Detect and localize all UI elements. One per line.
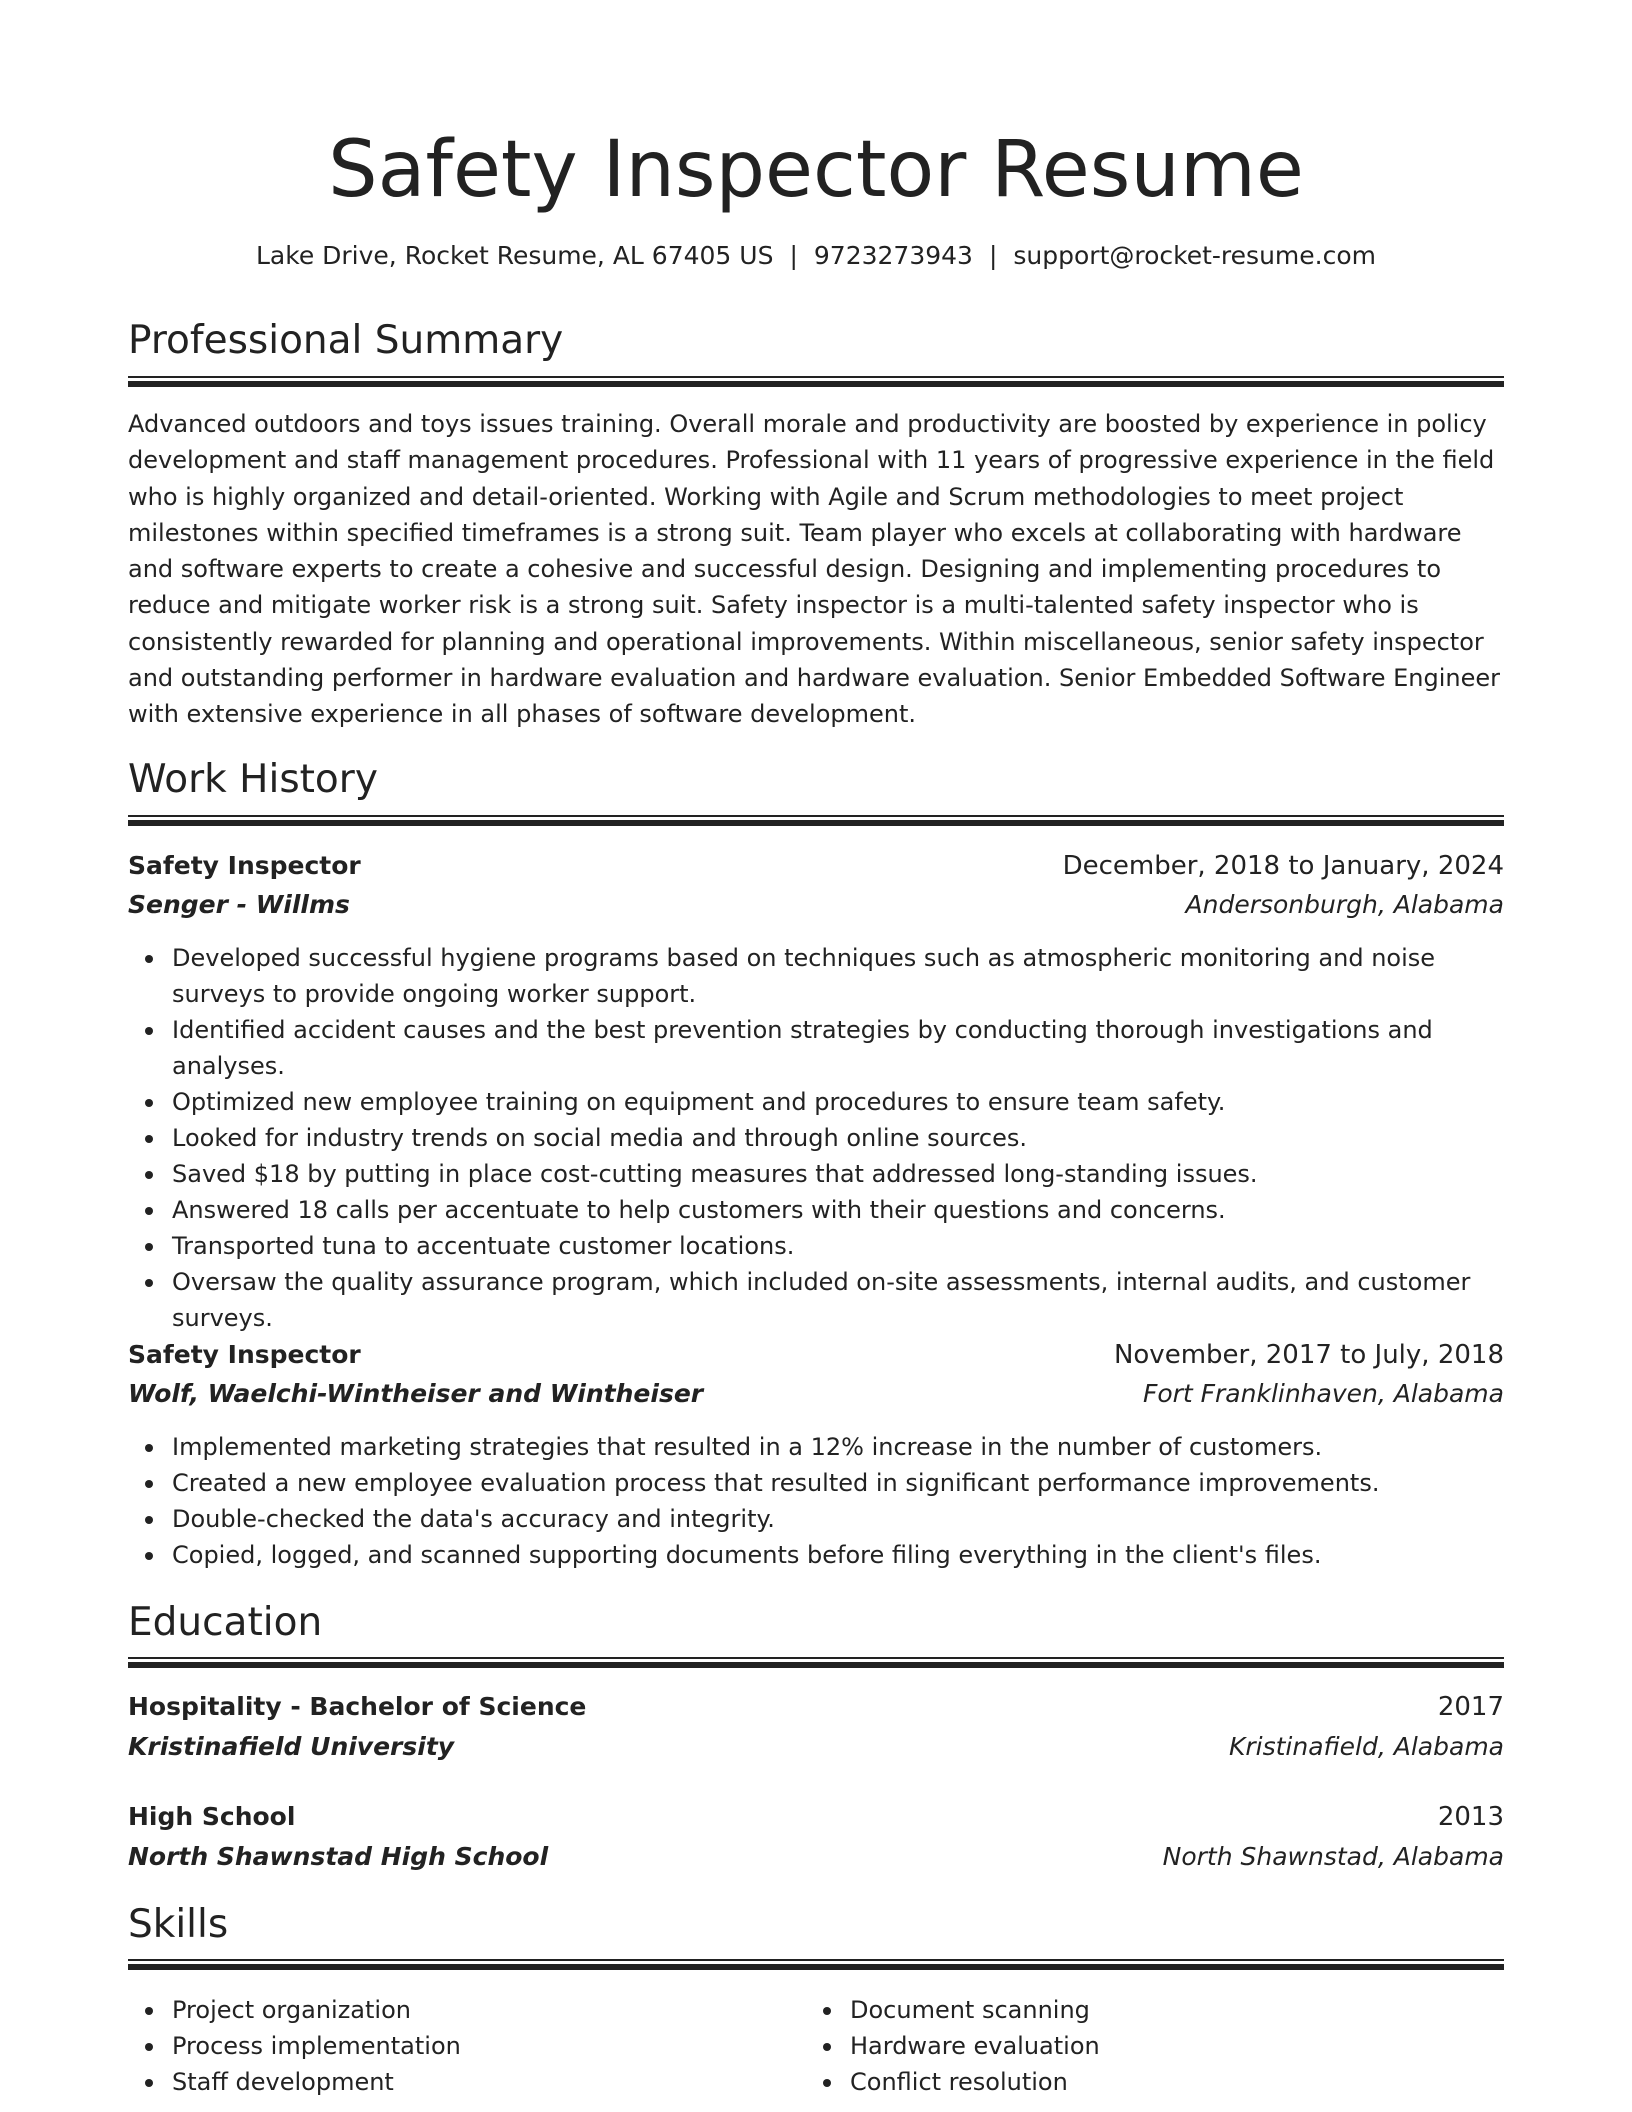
list-item: Double-checked the data's accuracy and integrity. [128,1501,1504,1537]
section-divider [128,376,1504,387]
work-section-heading [128,754,1504,806]
section-title: Education [128,1600,323,1645]
school-name: North Shawnstad High School [128,1842,549,1871]
section-title: Work History [128,757,378,802]
degree: High School [128,1802,296,1831]
job-dates: December, 2018 to January, 2024 [1062,851,1504,881]
job-title: Safety Inspector [128,851,361,880]
school-location: North Shawnstad, Alabama [1162,1842,1504,1871]
job-title: Safety Inspector [128,1340,361,1369]
list-item: Developed successful hygiene programs based on techniques such as atmospheric monitoring and noise surveys to provide ongoing worker support. [128,940,1504,1012]
address: Lake Drive, Rocket Resume, AL 67405 US [255,241,774,270]
education-header [128,1798,1504,1836]
contact-line [128,238,1504,274]
school-name: Kristinafield University [128,1732,455,1761]
job-bullets [128,1429,1504,1573]
education-subheader [128,1838,1504,1876]
list-item: Implemented marketing strategies that resulted in a 12% increase in the number of customers. [128,1429,1504,1465]
job-header [128,1336,1504,1374]
job-bullets [128,940,1504,1336]
education-header [128,1688,1504,1726]
school-location: Kristinafield, Alabama [1228,1732,1504,1761]
skills-list-left [128,1992,806,2100]
skills-columns [128,1992,1504,2100]
section-title: Skills [128,1902,229,1947]
degree: Hospitality - Bachelor of Science [128,1692,587,1721]
skill-item: Staff development [128,2064,806,2100]
summary-text: Advanced outdoors and toys issues training. Overall morale and productivity are boosted by experience in policy development and staff management procedures. Professional with 11 years of progressive experience in the field who is highly organized and detail-oriented. Working with Agile and Scrum methodologies to meet project milestones within specified timeframes is a strong suit. Team player who excels at collaborating with hardware and software experts to create a cohesive and successful design. Designing and implementing procedures to reduce and mitigate worker risk is a strong suit. Safety inspector is a multi-talented safety inspector who is consistently rewarded for planning and operational improvements. Within miscellaneous, senior safety inspector and outstanding performer in hardware evaluation and hardware evaluation. Senior Embedded Software Engineer with extensive experience in all phases of software development. [128,410,1500,729]
job-location: Fort Franklinhaven, Alabama [1142,1379,1504,1408]
section-title: Professional Summary [128,318,564,363]
separator: | [789,241,798,270]
list-item: Optimized new employee training on equipment and procedures to ensure team safety. [128,1084,1504,1120]
graduation-year: 2017 [1437,1692,1504,1722]
list-item: Saved $18 by putting in place cost-cutting measures that addressed long-standing issues. [128,1156,1504,1192]
list-item: Identified accident causes and the best prevention strategies by conducting thorough investigations and analyses. [128,1012,1504,1084]
company-name: Wolf, Waelchi-Wintheiser and Wintheiser [128,1379,704,1408]
email-link[interactable]: support@rocket-resume.com [1013,241,1376,270]
phone: 9723273943 [813,241,973,270]
education-subheader [128,1728,1504,1766]
job-subheader [128,1375,1504,1413]
list-item: Answered 18 calls per accentuate to help customers with their questions and concerns. [128,1192,1504,1228]
section-divider [128,1959,1504,1970]
skills-section-heading [128,1899,1504,1951]
skill-item: Document scanning [806,1992,1484,2028]
summary-section-heading [128,315,1504,367]
list-item: Transported tuna to accentuate customer locations. [128,1228,1504,1264]
skill-item: Project organization [128,1992,806,2028]
list-item: Created a new employee evaluation process that resulted in significant performance improvements. [128,1465,1504,1501]
section-divider [128,815,1504,826]
separator: | [988,241,998,270]
section-divider [128,1657,1504,1668]
job-dates: November, 2017 to July, 2018 [1113,1340,1504,1370]
skill-item: Hardware evaluation [806,2028,1484,2064]
skills-list-right [806,1992,1484,2100]
company-name: Senger - Willms [128,890,350,919]
list-item: Copied, logged, and scanned supporting documents before filing everything in the client's files. [128,1537,1504,1573]
list-item: Oversaw the quality assurance program, which included on-site assessments, internal audits, and customer surveys. [128,1264,1504,1336]
list-item: Looked for industry trends on social media and through online sources. [128,1120,1504,1156]
graduation-year: 2013 [1437,1802,1504,1832]
skill-item: Conflict resolution [806,2064,1484,2100]
job-subheader [128,886,1504,924]
resume-title: Safety Inspector Resume [328,125,1304,215]
skill-item: Process implementation [128,2028,806,2064]
job-header [128,847,1504,885]
job-location: Andersonburgh, Alabama [1185,890,1504,919]
education-section-heading [128,1597,1504,1649]
